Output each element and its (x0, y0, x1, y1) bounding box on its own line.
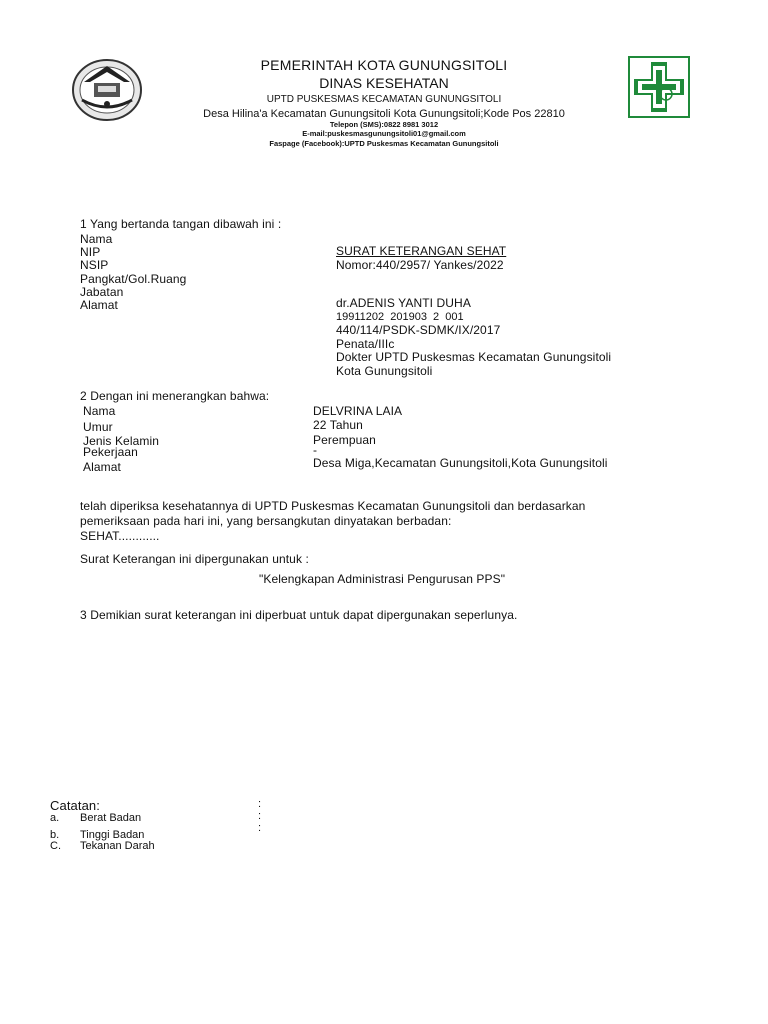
label-jabatan: Jabatan (80, 285, 124, 299)
signer-address: Kota Gunungsitoli (336, 364, 433, 378)
label-nip: NIP (80, 245, 101, 259)
statement-line1: telah diperiksa kesehatannya di UPTD Puskesmas Kecamatan Gunungsitoli dan berdasarkan (80, 499, 586, 513)
label-patient-gender: Jenis Kelamin (83, 434, 160, 448)
letterhead-address: Desa Hilina'a Kecamatan Gunungsitoli Kota Gunungsitoli;Kode Pos 22810 (203, 108, 565, 120)
label-nsip: NSIP (80, 258, 109, 272)
label-alamat: Alamat (80, 298, 118, 312)
label-pangkat: Pangkat/Gol.Ruang (80, 272, 187, 286)
note-marker-b: b. (50, 829, 60, 841)
statement-line2: pemeriksaan pada hari ini, yang bersangkutan dinyatakan berbadan: (80, 514, 452, 528)
signer-rank: Penata/IIIc (336, 337, 395, 351)
patient-age: 22 Tahun (313, 418, 363, 432)
purpose-text: "Kelengkapan Administrasi Pengurusan PPS" (259, 572, 506, 586)
note-marker-a: a. (50, 812, 60, 824)
patient-address: Desa Miga,Kecamatan Gunungsitoli,Kota Gunungsitoli (313, 456, 608, 470)
note-marker-c: C. (50, 840, 61, 852)
letterhead-unit: UPTD PUSKESMAS KECAMATAN GUNUNGSITOLI (266, 94, 502, 105)
section1-intro: 1 Yang bertanda tangan dibawah ini : (80, 217, 282, 231)
letter-number: Nomor:440/2957/ Yankes/2022 (336, 258, 504, 272)
note-colon-weight: : (258, 798, 262, 810)
closing-statement: 3 Demikian surat keterangan ini diperbuat untuk dapat dipergunakan seperlunya. (80, 608, 518, 622)
note-colon-blood-pressure: : (258, 822, 262, 834)
letterhead-phone: Telepon (SMS):0822 8981 3012 (329, 120, 439, 129)
notes-title: Catatan: (50, 798, 100, 813)
signer-position: Dokter UPTD Puskesmas Kecamatan Gunungsitoli (336, 350, 612, 364)
letterhead-government: PEMERINTAH KOTA GUNUNGSITOLI (260, 57, 508, 73)
letterhead-facebook: Faspage (Facebook):UPTD Puskesmas Kecamatan Gunungsitoli (269, 139, 499, 148)
section2-intro: 2 Dengan ini menerangkan bahwa: (80, 389, 270, 403)
letterhead-department: DINAS KESEHATAN (319, 75, 449, 91)
label-patient-job: Pekerjaan (83, 445, 138, 459)
note-colon-height: : (258, 810, 262, 822)
letter-title: SURAT KETERANGAN SEHAT (336, 244, 507, 258)
patient-job: - (313, 443, 318, 457)
letterhead-email: E-mail:puskesmasgunungsitoli01@gmail.com (302, 129, 466, 138)
purpose-intro: Surat Keterangan ini dipergunakan untuk : (80, 552, 309, 566)
signer-nsip: 440/114/PSDK-SDMK/IX/2017 (336, 323, 501, 337)
label-patient-address: Alamat (83, 460, 121, 474)
note-label-height: Tinggi Badan (80, 829, 145, 841)
note-label-weight: Berat Badan (80, 812, 142, 824)
health-status: SEHAT............ (80, 529, 160, 543)
patient-gender: Perempuan (313, 433, 376, 447)
label-patient-nama: Nama (83, 404, 116, 418)
note-label-blood-pressure: Tekanan Darah (80, 840, 155, 852)
patient-name: DELVRINA LAIA (313, 404, 403, 418)
label-patient-umur: Umur (83, 420, 113, 434)
signer-nip: 19911202 201903 2 001 (336, 311, 464, 323)
signer-name: dr.ADENIS YANTI DUHA (336, 296, 471, 310)
label-nama: Nama (80, 232, 113, 246)
